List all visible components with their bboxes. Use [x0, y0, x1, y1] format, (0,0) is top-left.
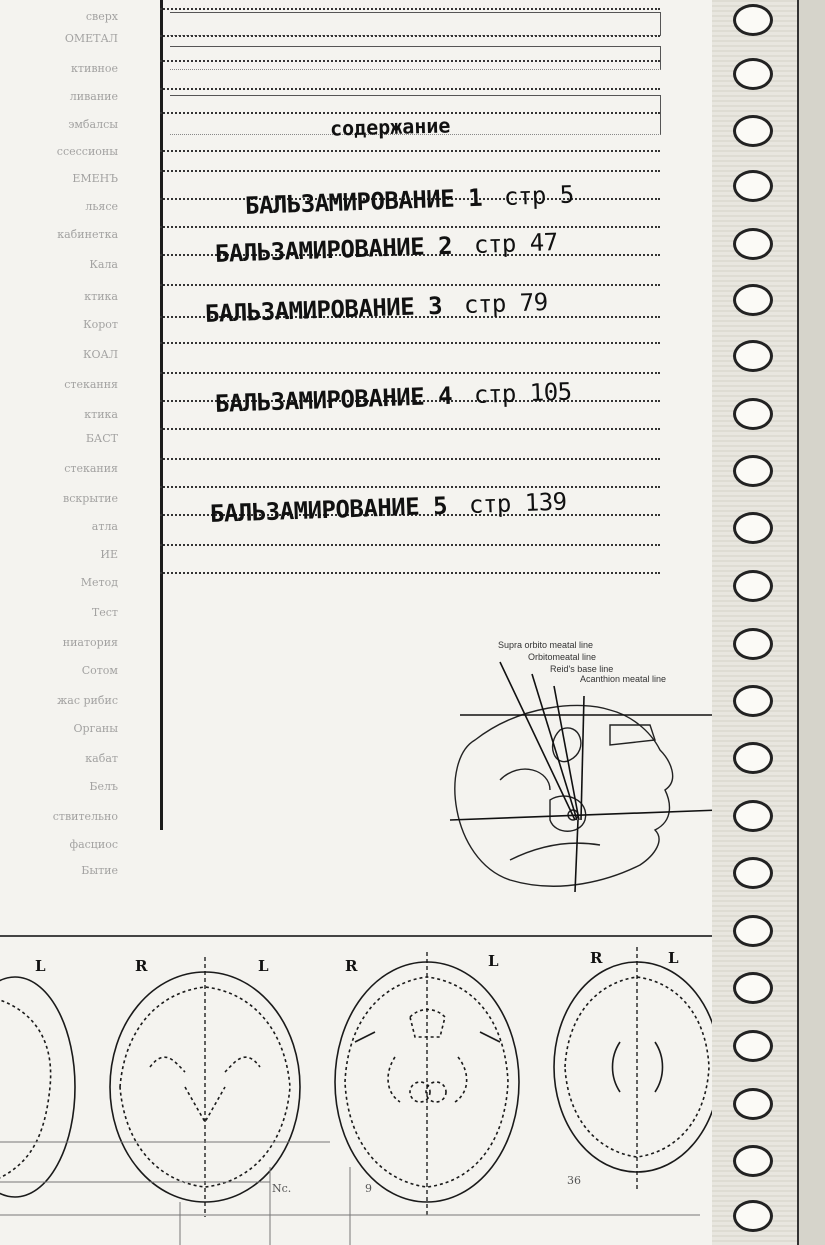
toc-entry-label: БАЛЬЗАМИРОВАНИЕ 1	[244, 183, 483, 220]
binding-ring	[733, 58, 773, 90]
binding-ring	[733, 398, 773, 430]
binding-ring	[733, 685, 773, 717]
binding-ring	[733, 742, 773, 774]
diagram-label-2: Orbitomeatal line	[528, 652, 597, 662]
binding-ring	[733, 340, 773, 372]
slice-label-r1: R	[135, 957, 148, 975]
binding-ring	[733, 512, 773, 544]
toc-entry-page: стр 139	[468, 487, 568, 519]
slice-cell-number-2: 36	[567, 1174, 581, 1187]
binding-ring	[733, 1030, 773, 1062]
toc-entry-label: БАЛЬЗАМИРОВАНИЕ 2	[214, 231, 453, 268]
binding-ring	[733, 455, 773, 487]
binding-ring	[733, 1088, 773, 1120]
slice-label-r2: R	[345, 957, 358, 975]
binding-ring	[733, 628, 773, 660]
binding-ring	[733, 1200, 773, 1232]
binding-ring	[733, 972, 773, 1004]
binding-ring	[733, 800, 773, 832]
slice-label-l2: L	[258, 957, 269, 975]
binding-ring	[733, 915, 773, 947]
binding-ring	[733, 115, 773, 147]
binding-ring	[733, 170, 773, 202]
diagram-label-1: Supra orbito meatal line	[498, 640, 594, 650]
toc-entry-label: БАЛЬЗАМИРОВАНИЕ 3	[204, 291, 443, 328]
axial-slices-illustration	[0, 937, 730, 1245]
toc-entry-page: стр 47	[473, 228, 559, 259]
diagram-label-4: Acanthion meatal line	[580, 674, 667, 684]
slice-label-l1: L	[35, 957, 46, 975]
toc-title: содержание	[329, 113, 451, 141]
slice-label-l3: L	[488, 952, 499, 970]
binding-ring	[733, 228, 773, 260]
bleed-through-column: сверх ОМЕТАЛ ктивное ливание эмбалсы ссессионы ЕМЕНЪ льясе кабинетка Кала ктика Корот КОАЛ стекання ктика БАСТ стекания вскрытие атла ИЕ Метод Тест ниатория Сотом жас рибис Органы кабат Белъ ствительно фасциос Бытие	[52, 10, 118, 877]
toc-entry-label: БАЛЬЗАМИРОВАНИЕ 4	[214, 381, 453, 418]
binding-ring	[733, 4, 773, 36]
slice-cell-no: Nc.	[272, 1182, 292, 1195]
slice-label-l4: L	[668, 949, 679, 967]
binding-ring	[733, 284, 773, 316]
toc-entry-page: стр 5	[503, 180, 575, 211]
skull-illustration	[440, 630, 720, 900]
cover-edge	[797, 0, 825, 1245]
toc-entry-label: БАЛЬЗАМИРОВАНИЕ 5	[209, 491, 448, 528]
ct-slice-sheet	[0, 935, 730, 1245]
binding-ring	[733, 1145, 773, 1177]
toc-entry-page: стр 79	[463, 288, 549, 319]
binding-ring	[733, 570, 773, 602]
skull-baseline-diagram	[440, 630, 720, 900]
toc-entry-page: стр 105	[473, 377, 573, 409]
slice-cell-number: 9	[365, 1182, 372, 1195]
slice-label-r3: R	[590, 949, 603, 967]
diagram-label-3: Reid's base line	[550, 664, 614, 674]
binding-ring	[733, 857, 773, 889]
